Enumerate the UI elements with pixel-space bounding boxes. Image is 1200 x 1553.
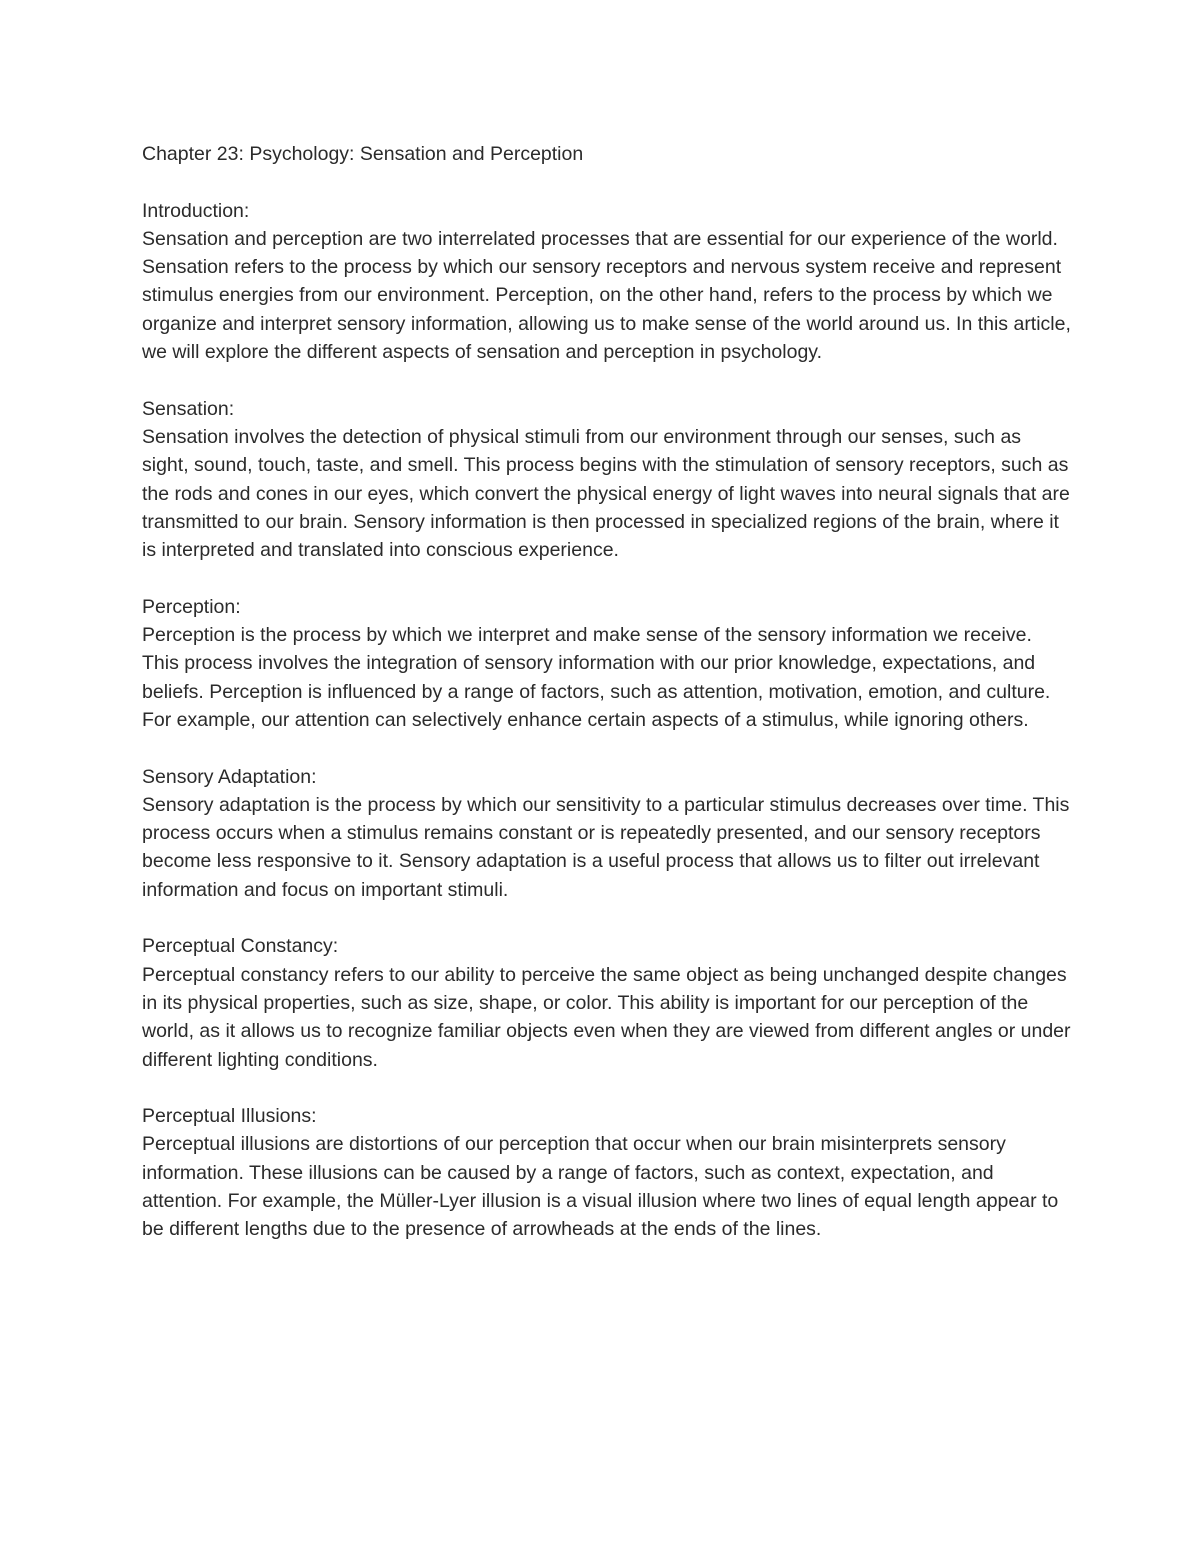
section-paragraph: Sensory adaptation is the process by which our sensitivity to a particular stimulus decreases over time. This process occurs when a stimulus remains constant or is repeatedly presented, and our sensory receptors become less responsive to it. Sensory adaptation is a useful process that allows us to filter out irrelevant information and focus on important stimuli.: [142, 793, 1070, 901]
section-heading: Sensation:: [142, 397, 235, 420]
section-perceptual-illusions: [142, 1102, 1072, 1243]
document-content: [142, 140, 1072, 1244]
section-sensory-adaptation: [142, 763, 1072, 904]
section-paragraph: Perception is the process by which we interpret and make sense of the sensory information we receive. This process involves the integration of sensory information with our prior knowledge, expectations, and beliefs. Perception is influenced by a range of factors, such as attention, motivation, emotion, and culture. For example, our attention can selectively enhance certain aspects of a stimulus, while ignoring others.: [142, 624, 1051, 731]
section-heading: Perceptual Illusions:: [142, 1105, 317, 1128]
section-paragraph: Perceptual illusions are distortions of our perception that occur when our brain misinterprets sensory information. These illusions can be caused by a range of factors, such as context, expectation, and attention. For example, the Müller-Lyer illusion is a visual illusion where two lines of equal length appear to be different lengths due to the presence of arrowheads at the ends of the lines.: [142, 1133, 1059, 1241]
section-perceptual-constancy: [142, 932, 1072, 1073]
section-heading: Introduction:: [142, 199, 250, 222]
section-paragraph: Perceptual constancy refers to our ability to perceive the same object as being unchanged despite changes in its physical properties, such as size, shape, or color. This ability is important for our perception of the world, as it allows us to recognize familiar objects even when they are viewed from different angles or under different lighting conditions.: [142, 963, 1071, 1071]
section-heading: Perception:: [142, 595, 241, 618]
document-title: Chapter 23: Psychology: Sensation and Perception: [142, 143, 584, 165]
section-paragraph: Sensation involves the detection of physical stimuli from our environment through our senses, such as sight, sound, touch, taste, and smell. This process begins with the stimulation of sensory receptors, such as the rods and cones in our eyes, which convert the physical energy of light waves into neural signals that are transmitted to our brain. Sensory information is then processed in specialized regions of the brain, where it is interpreted and translated into conscious experience.: [142, 425, 1070, 562]
section-introduction: [142, 197, 1072, 367]
section-heading: Perceptual Constancy:: [142, 935, 339, 958]
section-perception: [142, 593, 1072, 734]
section-paragraph: Sensation and perception are two interrelated processes that are essential for our experience of the world. Sensation refers to the process by which our sensory receptors and nervous system receive and represent stimulus energies from our environment. Perception, on the other hand, refers to the process by which we organize and interpret sensory information, allowing us to make sense of the world around us. In this article, we will explore the different aspects of sensation and perception in psychology.: [142, 227, 1071, 364]
section-heading: Sensory Adaptation:: [142, 765, 317, 788]
section-sensation: [142, 395, 1072, 565]
